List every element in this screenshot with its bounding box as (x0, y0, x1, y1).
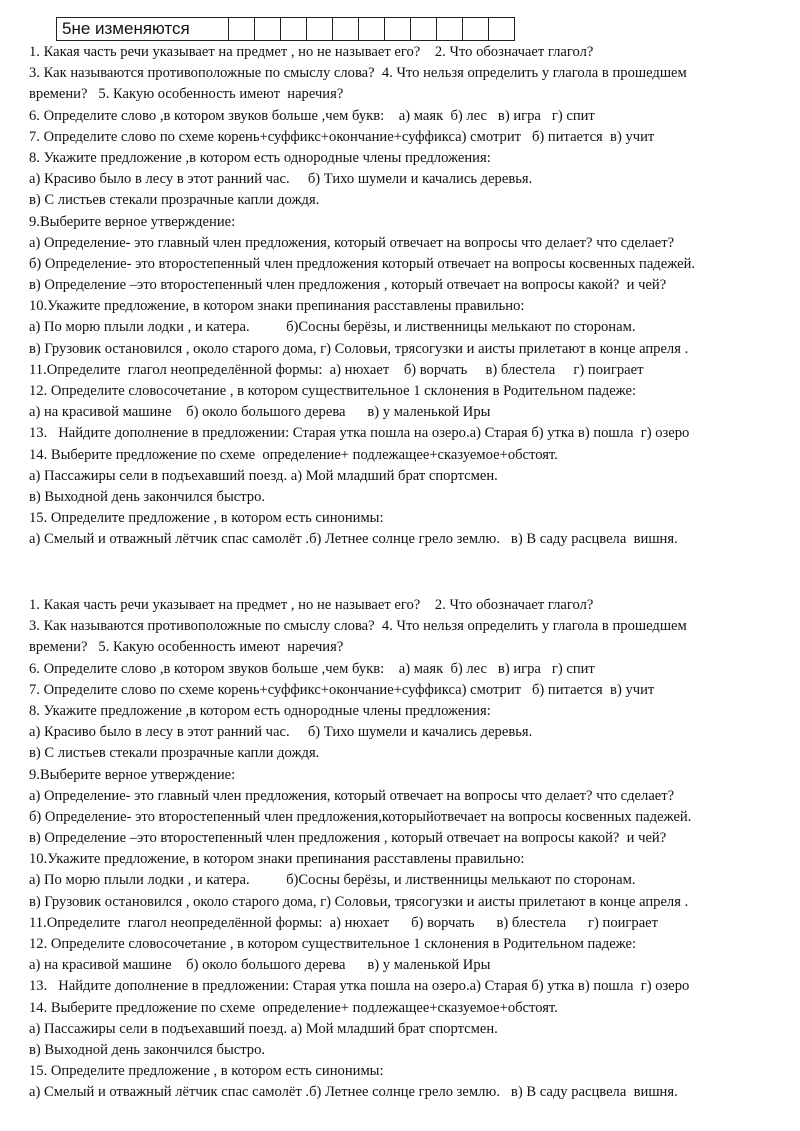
question-line: 3. Как называются противоположные по смыслу слова? 4. Что нельзя определить у глагола в прошедшем (29, 65, 687, 82)
grade-cell (229, 18, 255, 41)
question-line: 12. Определите словосочетание , в котором существительное 1 склонения в Родительном падеже: (29, 936, 637, 952)
question-line: в) С листьев стекали прозрачные капли дождя. (29, 192, 320, 209)
header-grade-table (56, 17, 515, 41)
worksheet-block-1 (29, 42, 789, 551)
header-title: 5не изменяются (57, 18, 229, 41)
grade-cell (463, 18, 489, 41)
question-line: 15. Определите предложение , в котором есть синонимы: (29, 510, 384, 527)
question-line: 13. Найдите дополнение в предложении: Старая утка пошла на озеро.а) Старая б) утка в) пошла г) озеро (29, 978, 690, 995)
question-line: а) Красиво было в лесу в этот ранний час. б) Тихо шумели и качались деревья. (29, 171, 533, 188)
question-line: а) Смелый и отважный лётчик спас самолёт .б) Летнее солнце грело землю. в) В саду расцвела вишня. (29, 1084, 678, 1101)
question-line: 12. Определите словосочетание , в котором существительное 1 склонения в Родительном падеже: (29, 383, 637, 399)
question-line: в) Грузовик остановился , около старого дома, г) Соловьи, трясогузки и аисты прилетают в конце апреля . (29, 893, 689, 910)
question-line: в) Определение –это второстепенный член предложения , который отвечает на вопросы какой? и чей? (29, 830, 667, 847)
question-line: 8. Укажите предложение ,в котором есть однородные члены предложения: (29, 149, 491, 166)
grade-cell (255, 18, 281, 41)
question-line: 10.Укажите предложение, в котором знаки препинания расставлены правильно: (29, 298, 525, 315)
question-line: времени? 5. Какую особенность имеют наречия? (29, 86, 344, 103)
question-line: а) на красивой машине б) около большого дерева в) у маленькой Иры (29, 404, 491, 421)
question-line: а) По морю плыли лодки , и катера. б)Сосны берёзы, и лиственницы мелькают по сторонам. (29, 872, 636, 889)
question-line: 15. Определите предложение , в котором есть синонимы: (29, 1063, 384, 1080)
question-line: времени? 5. Какую особенность имеют наречия? (29, 639, 344, 656)
grade-cell (437, 18, 463, 41)
question-line: 9.Выберите верное утверждение: (29, 213, 236, 230)
header-row (57, 18, 515, 41)
question-line: в) Определение –это второстепенный член предложения , который отвечает на вопросы какой? и чей? (29, 277, 667, 294)
grade-cell (489, 18, 515, 41)
question-line: 11.Определите глагол неопределённой формы: а) нюхает б) ворчать в) блестела г) поиграет (29, 361, 644, 378)
question-line: 7. Определите слово по схеме корень+суффикс+окончание+суффикса) смотрит б) питается в) учит (29, 128, 655, 145)
question-line: а) Смелый и отважный лётчик спас самолёт .б) Летнее солнце грело землю. в) В саду расцвела вишня. (29, 531, 678, 548)
question-line: в) Грузовик остановился , около старого дома, г) Соловьи, трясогузки и аисты прилетают в конце апреля . (29, 340, 689, 357)
question-line: 1. Какая часть речи указывает на предмет , но не называет его? 2. Что обозначает глагол? (29, 44, 594, 60)
question-line: 11.Определите глагол неопределённой формы: а) нюхает б) ворчать в) блестела г) поиграет (29, 914, 659, 931)
question-line: а) Пассажиры сели в подъехавший поезд. а) Мой младший брат спортсмен. (29, 1020, 498, 1037)
question-line: 14. Выберите предложение по схеме определение+ подлежащее+сказуемое+обстоят. (29, 446, 558, 463)
question-line: а) Красиво было в лесу в этот ранний час. б) Тихо шумели и качались деревья. (29, 724, 533, 741)
question-line: б) Определение- это второстепенный член предложения,которыйотвечает на вопросы косвенных падежей. (29, 808, 692, 825)
question-line: 14. Выберите предложение по схеме определение+ подлежащее+сказуемое+обстоят. (29, 999, 558, 1016)
question-line: а) Определение- это главный член предложения, который отвечает на вопросы что делает? что сделает? (29, 787, 675, 804)
question-line: в) С листьев стекали прозрачные капли дождя. (29, 745, 320, 762)
grade-cell (411, 18, 437, 41)
grade-cell (359, 18, 385, 41)
question-line: 10.Укажите предложение, в котором знаки препинания расставлены правильно: (29, 851, 525, 868)
grade-cell (281, 18, 307, 41)
question-line: а) Определение- это главный член предложения, который отвечает на вопросы что делает? что сделает? (29, 234, 675, 251)
question-line: а) Пассажиры сели в подъехавший поезд. а) Мой младший брат спортсмен. (29, 467, 498, 484)
worksheet-block-2 (29, 595, 789, 1104)
question-line: в) Выходной день закончился быстро. (29, 1041, 266, 1058)
question-line: 1. Какая часть речи указывает на предмет , но не называет его? 2. Что обозначает глагол? (29, 597, 594, 613)
question-line: а) По морю плыли лодки , и катера. б)Сосны берёзы, и лиственницы мелькают по сторонам. (29, 319, 636, 336)
question-line: 3. Как называются противоположные по смыслу слова? 4. Что нельзя определить у глагола в прошедшем (29, 618, 687, 635)
question-line: 6. Определите слово ,в котором звуков больше ,чем букв: а) маяк б) лес в) игра г) спит (29, 660, 595, 677)
grade-cell (307, 18, 333, 41)
question-line: 6. Определите слово ,в котором звуков больше ,чем букв: а) маяк б) лес в) игра г) спит (29, 107, 595, 124)
question-line: б) Определение- это второстепенный член предложения который отвечает на вопросы косвенных падежей. (29, 255, 696, 272)
question-line: 13. Найдите дополнение в предложении: Старая утка пошла на озеро.а) Старая б) утка в) пошла г) озеро (29, 425, 690, 442)
grade-cell (333, 18, 359, 41)
question-line: 9.Выберите верное утверждение: (29, 766, 236, 783)
question-line: 8. Укажите предложение ,в котором есть однородные члены предложения: (29, 702, 491, 719)
question-line: а) на красивой машине б) около большого дерева в) у маленькой Иры (29, 957, 491, 974)
question-line: в) Выходной день закончился быстро. (29, 488, 266, 505)
question-line: 7. Определите слово по схеме корень+суффикс+окончание+суффикса) смотрит б) питается в) учит (29, 681, 655, 698)
grade-cell (385, 18, 411, 41)
